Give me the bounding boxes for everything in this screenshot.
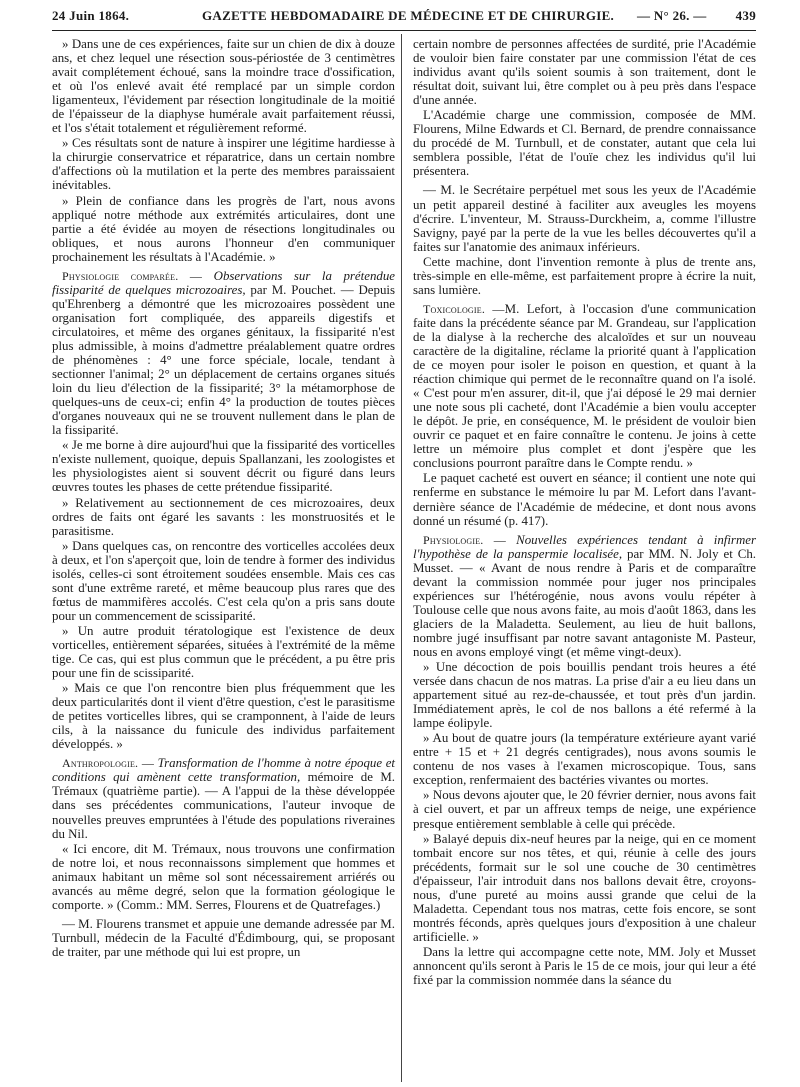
- header-issue-number: — N° 26. —: [637, 8, 707, 23]
- paragraph: » Balayé depuis dix-neuf heures par la neige, qui en ce moment tombait encore sur nos têtes, et qui, réunie à celle des jours précédents, formait sur le sol une couche de 30 centimètres d'épaisseur, l'air introduit dans nos ballons devait être, croyons-nous, d'une pureté au moins aussi grande que celui de la Maladetta. Cependant tous nos matras, cette fois encore, se sont montrés féconds, après quelques jours d'exposition à une chaleur artificielle. »: [413, 831, 756, 944]
- section-title: Transformation de l'homme à notre époque et conditions qui amènent cette transformation,: [52, 756, 395, 785]
- header-journal-title: GAZETTE HEBDOMADAIRE DE MÉDECINE ET DE CHIRURGIE.: [202, 8, 615, 23]
- section-label: Toxicologie. —: [423, 301, 505, 316]
- paragraph: » Au bout de quatre jours (la température extérieure ayant varié entre + 15 et + 21 degrés centigrades), nous avons soumis le contenu de nos vases à l'examen microscopique. Tous, sans exception, renfermaient des bactéries vivantes ou mortes.: [413, 731, 756, 788]
- column-divider: [401, 34, 402, 1082]
- paragraph: » Dans quelques cas, on rencontre des vorticelles accolées deux à deux, et l'on s'aperçoit que, loin de tendre à former des individus isolés, celles-ci sont étroitement soudées ensemble. Mais ces cas sont d'une extrême rareté, et même beaucoup plus rares que des fœtus de mammifères accolés. C'est cela qu'on a pris sans doute pour un commencement de scissiparité.: [52, 538, 395, 623]
- paragraph: » Une décoction de pois bouillis pendant trois heures a été versée dans chacun de nos matras. La prise d'air a eu lieu dans un appartement situé au rez-de-chaussée, et tout près d'un jardin. Immédiatement après, le col de nos ballons a été refermé à la lampe éolipyle.: [413, 660, 756, 731]
- paragraph: certain nombre de personnes affectées de surdité, prie l'Académie de vouloir bien faire constater par une commission l'état de ces individus avant qu'ils soient soumis à son traitement, dont le résultat doit, suivant lui, être complet ou à peu près dans l'espace d'une année.: [413, 37, 756, 108]
- paragraph: Le paquet cacheté est ouvert en séance; il contient une note qui renferme en substance le mémoire lu par M. Lefort dans l'avant-dernière séance de l'Académie de médecine, et dont nous avons donné un résumé (p. 417).: [413, 471, 756, 528]
- paragraph: — M. Flourens transmet et appuie une demande adressée par M. Turnbull, médecin de la Faculté d'Édimbourg, qui, se proposant de traiter, par une méthode qui lui est propre, un: [52, 916, 395, 959]
- paragraph: Cette machine, dont l'invention remonte à plus de trente ans, très-simple en elle-même, est parfaitement propre à écrire la nuit, sans lumière.: [413, 254, 756, 297]
- section-paragraph: Toxicologie. —M. Lefort, à l'occasion d'une communication faite dans la précédente séance par M. Grandeau, sur l'application de la dialyse à la recherche des alcaloïdes et sur un nouveau caractère de la digitaline, réclame la priorité quant à l'application de ce moyen pour isoler le poison en question, et quant à la réaction chimique qui permet de le reconnaître quand on l'a isolé. « C'est pour m'en assurer, dit-il, que j'ai déposé le 29 mai dernier une note sous pli cacheté, dont l'Académie a bien voulu accepter le dépôt. Je prie, en conséquence, M. le président de vouloir bien ouvrir ce paquet et en faire connaître le contenu. Je joins à cette lettre un mémoire plus complet et dont j'espère que les conclusions pourront paraître dans le Compte rendu. »: [413, 301, 756, 471]
- section-title: Observations sur la prétendue fissiparité de quelques microzoaires,: [52, 268, 396, 297]
- paragraph: » Un autre produit tératologique est l'existence de deux vorticelles, entièrement séparées, situées à l'extrémité de la même tige. Ce cas, qui est plus commun que le précédent, a pu être pris pour une fin de scissiparité.: [52, 623, 395, 681]
- paragraph: » Plein de confiance dans les progrès de l'art, nous avons appliqué notre méthode aux extrémités articulaires, dont une partie a été évidée au moyen de résections longitudinales ou obliques, et nous aurons l'honneur d'en communiquer prochainement les résultats à l'Académie. »: [52, 193, 395, 264]
- section-title: Nouvelles expériences tendant à infirmer l'hypothèse de la panspermie localisée,: [413, 532, 756, 561]
- section-paragraph: Physiologie comparée. — Observations sur la prétendue fissiparité de quelques microzoaires, par M. Pouchet. — Depuis qu'Ehrenberg a démontré que les microzoaires possèdent une organisation fort compliquée, des appareils digestifs et circulatoires, et même des organes génitaux, la fissiparité n'est plus admissible, à moins d'admettre préalablement quatre ordres de phénomènes : 4° une force spéciale, locale, tendant à sectionner l'animal; 2° un déplacement de certains organes situés loin du lieu d'élection de la fissiparité; 3° la métamorphose de quelques-uns de ceux-ci; enfin 4° la production de toutes pièces d'organes nouveaux qui ne se trouvent nullement dans le plan de la fissiparité.: [52, 268, 396, 438]
- paragraph: « Je me borne à dire aujourd'hui que la fissiparité des vorticelles n'existe nullement, quoique, depuis Spallanzani, les zoologistes et les physiologistes aient si souvent décrit ou figuré dans leurs œuvres toutes les phases de cette prétendue fissiparité.: [52, 438, 395, 495]
- paragraph: L'Académie charge une commission, composée de MM. Flourens, Milne Edwards et Cl. Bernard, de prendre connaissance du procédé de M. Turnbull, et de constater, autant que cela lui semblera possible, l'état de l'ouïe chez les individus qu'il lui présentera.: [413, 108, 756, 179]
- section-label: Anthropologie. —: [62, 756, 155, 771]
- paragraph: » Relativement au sectionnement de ces microzoaires, deux ordres de faits ont égaré les savants : les monstruosités et le parasitisme.: [52, 495, 395, 538]
- paragraph: « Ici encore, dit M. Trémaux, nous trouvons une confirmation de notre loi, et nous reconnaissons simplement que hommes et animaux habitant un même sol sont nécessairement arriérés ou avancés au même degré, selon que la formation géologique le comporte. » (Comm.: MM. Serres, Flourens et de Quatrefages.): [52, 841, 395, 912]
- paragraph: Dans la lettre qui accompagne cette note, MM. Joly et Musset annoncent qu'ils seront à Paris le 15 de ce mois, jour qui leur a été fixé par la commission nommée dans la séance du: [413, 944, 756, 988]
- running-header: [52, 4, 756, 30]
- paragraph: » Mais ce que l'on rencontre bien plus fréquemment que les deux particularités dont il vient d'être question, c'est le parasitisme de petites vorticelles libres, qui se cramponnent, à l'aide de leurs cils, à la naissance du funicule des individus parfaitement développés. »: [52, 681, 395, 752]
- section-label: Physiologie comparée. —: [62, 268, 203, 283]
- left-column: [52, 37, 395, 960]
- section-paragraph: Physiologie. — Nouvelles expériences tendant à infirmer l'hypothèse de la panspermie localisée, par MM. N. Joly et Ch. Musset. — « Avant de nous rendre à Paris et de comparaître devant la commission nommée pour juger nos principales expériences sur l'hétérogénie, nous avons voulu répéter à Toulouse celle que nous avons faite, au mois d'août 1863, dans les glaciers de la Maladetta. Seulement, au lieu de huit ballons, nombre jugé insuffisant par notre savant antagoniste M. Pasteur, nous en avons employé vingt (et même vingt-deux).: [413, 532, 756, 659]
- paragraph: » Nous devons ajouter que, le 20 février dernier, nous avons fait à ciel ouvert, et par un affreux temps de neige, une expérience presque entièrement semblable à celle qui précède.: [413, 788, 756, 831]
- right-column: [413, 37, 756, 988]
- paragraph: » Ces résultats sont de nature à inspirer une légitime hardiesse à la chirurgie conservatrice et réparatrice, dans un certain nombre d'affections où la mutilation et la perte des membres paraissaient inévitables.: [52, 136, 395, 193]
- header-rule: [52, 30, 756, 31]
- section-paragraph: Anthropologie. — Transformation de l'homme à notre époque et conditions qui amènent cette transformation, mémoire de M. Trémaux (quatrième partie). — A l'appui de la thèse développée dans ses précédentes communications, l'auteur invoque de nouvelles preuves empruntées à l'étude des populations riveraines du Nil.: [52, 756, 395, 841]
- paragraph: » Dans une de ces expériences, faite sur un chien de dix à douze ans, et chez lequel une résection sous-périostée de 3 centimètres avait complétement échoué, sans la moindre trace d'ossification, et où l'os enlevé avait été remplacé par un simple cordon ligamenteux, l'évidement par résection longitudinale de la moitié de l'épaisseur de la diaphyse humérale avait parfaitement réussi, et l'os s'était totalement et régulièrement reformé.: [52, 37, 395, 136]
- paragraph: — M. le Secrétaire perpétuel met sous les yeux de l'Académie un petit appareil destiné à faciliter aux aveugles les moyens d'écrire. L'inventeur, M. Strauss-Durckheim, a, comme l'illustre Savigny, payé par la perte de la vue les belles découvertes qu'il a faites sur l'anatomie des animaux inférieurs.: [413, 183, 756, 254]
- header-date: 24 Juin 1864.: [52, 8, 130, 23]
- header-page-number: 439: [735, 8, 756, 23]
- section-label: Physiologie. —: [423, 532, 506, 547]
